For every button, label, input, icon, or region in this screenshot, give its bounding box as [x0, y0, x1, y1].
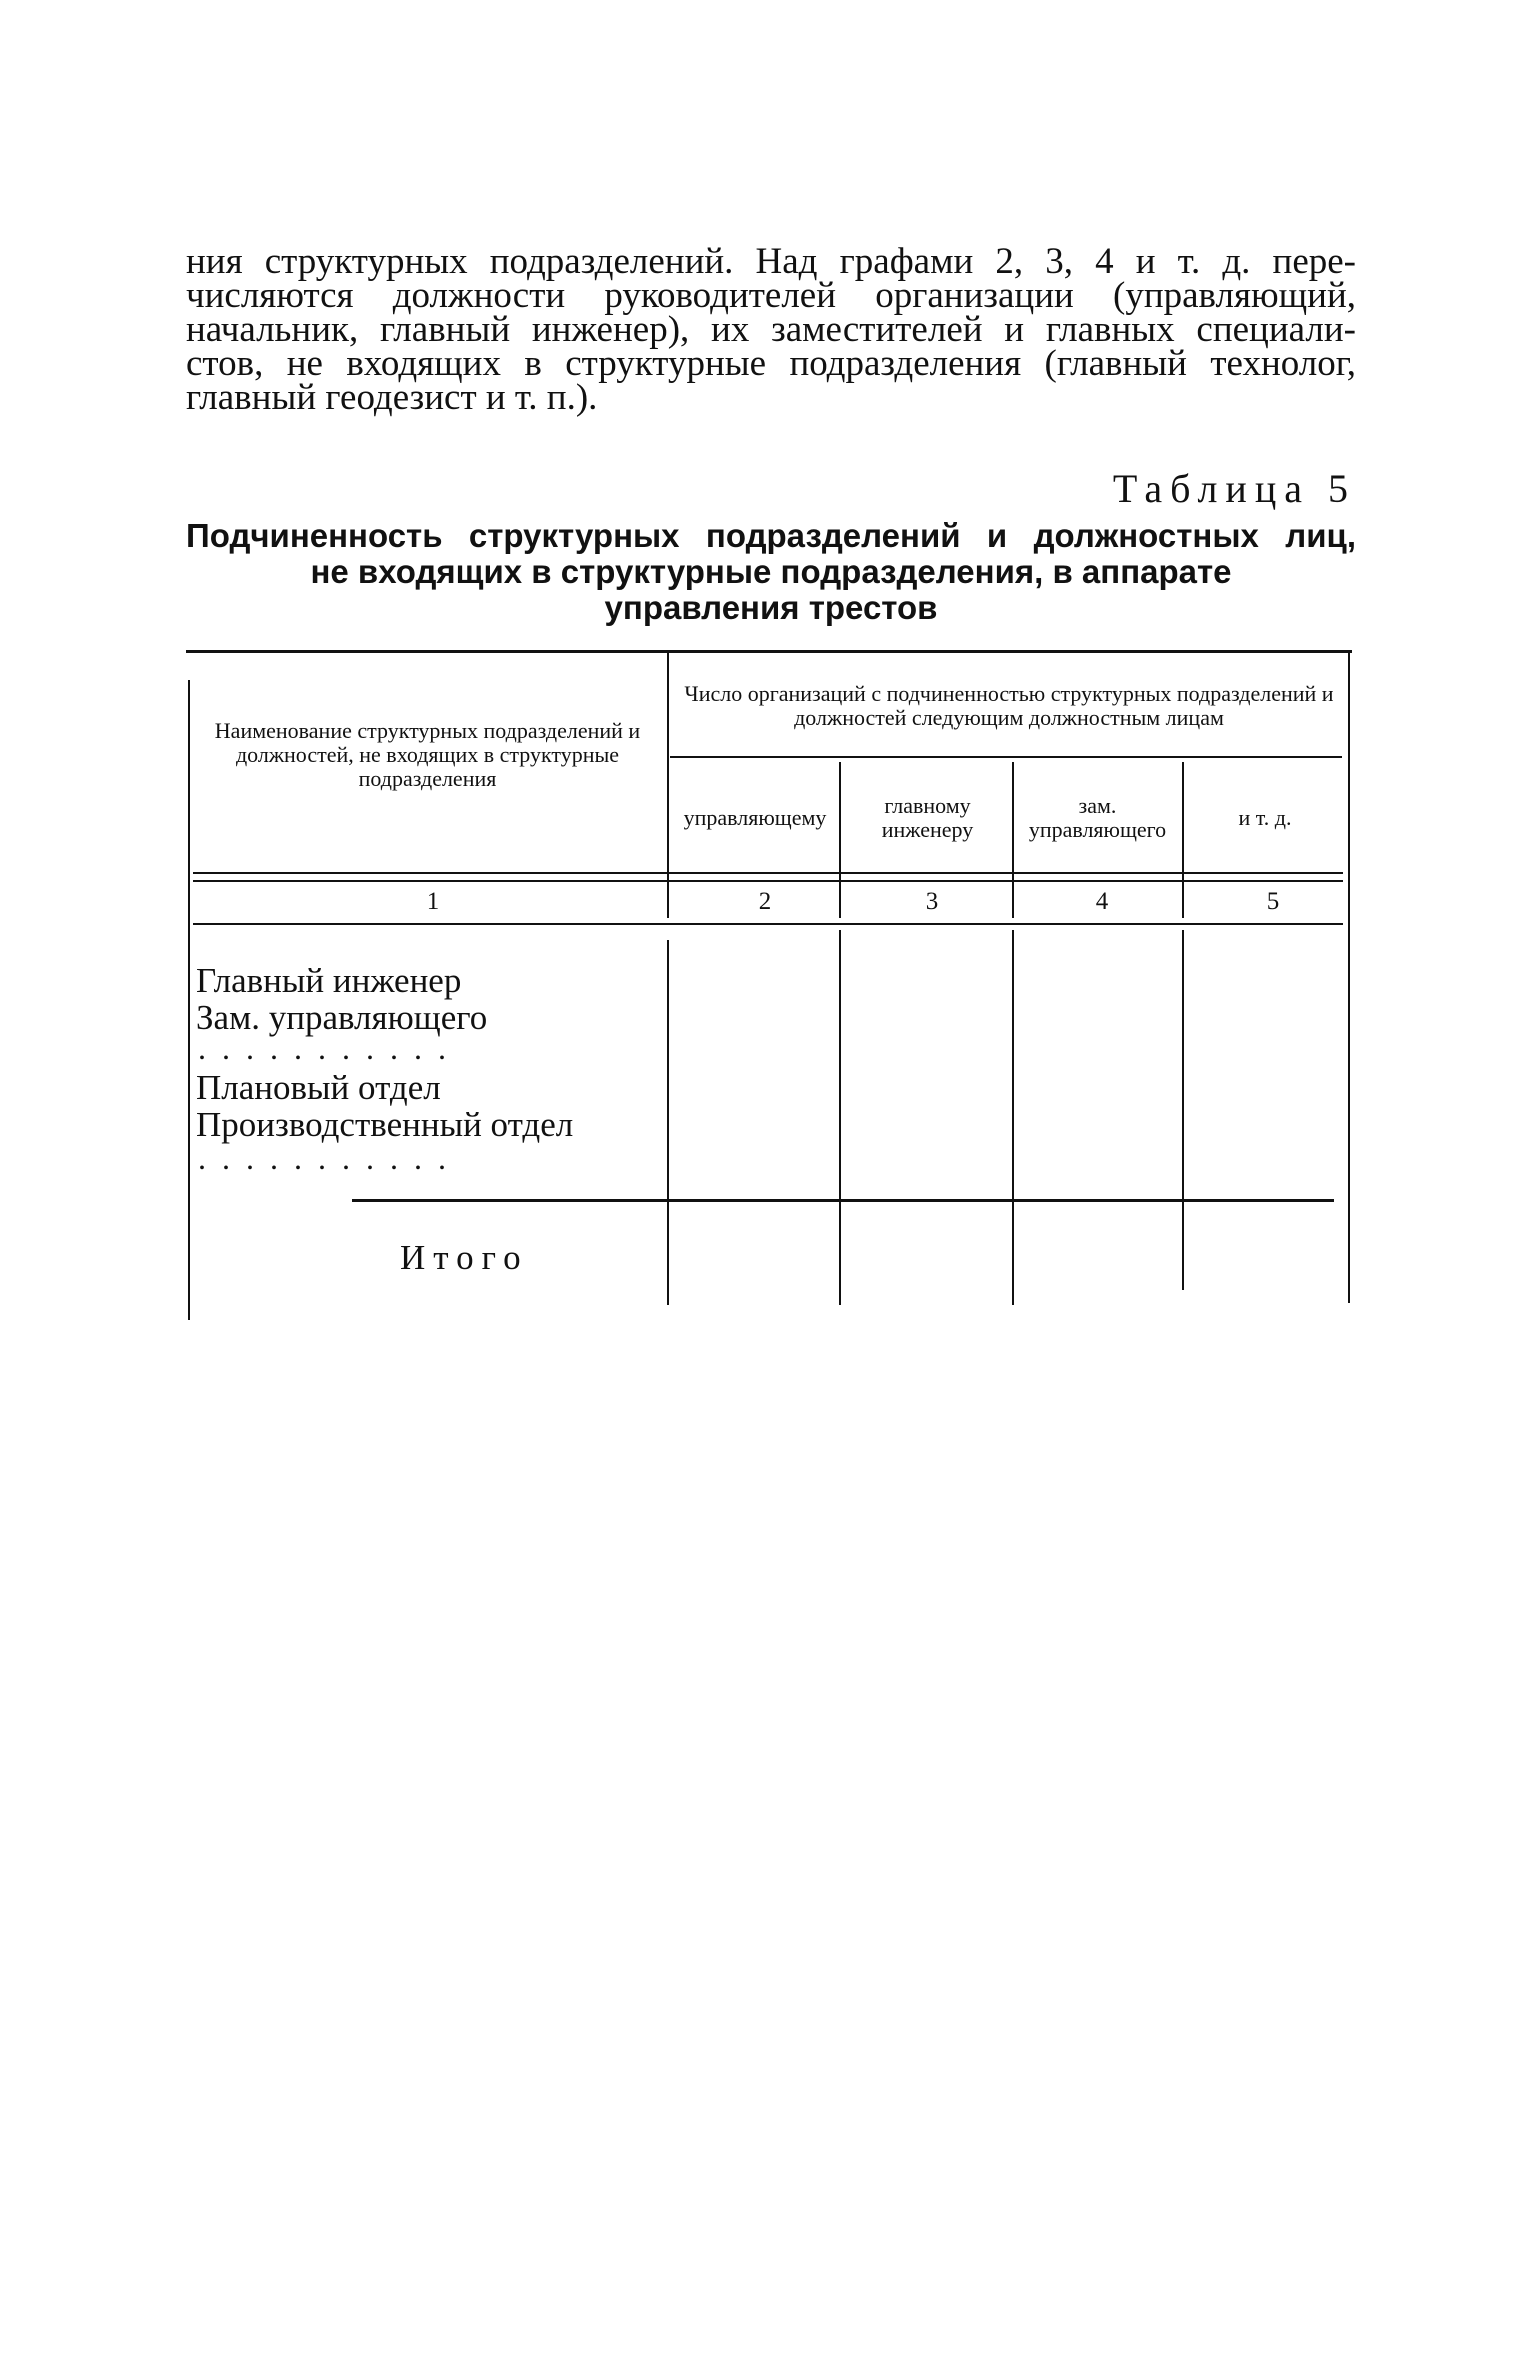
header-bottom-rule: [193, 872, 1343, 874]
total-label: Итого: [400, 1238, 529, 1277]
sub-header-chief-engineer: главному инженеру: [881, 792, 974, 842]
col-divider-4: [1182, 930, 1184, 1290]
sub-header-deputy: зам. управляющего: [1028, 792, 1167, 842]
column-number: 3: [925, 888, 939, 915]
column-number: 2: [758, 888, 772, 915]
intro-line: стов, не входящих в структурные подразделения (главный технолог,: [186, 343, 1356, 384]
numbers-top-rule: [193, 880, 1343, 882]
total-rule: [352, 1199, 1334, 1202]
table-top-rule: [186, 650, 1352, 653]
col1-header: Наименование структурных подразделений и должностей, не входящих в структурные подразделения: [214, 718, 641, 791]
table-row-label: Производственный отдел: [196, 1105, 574, 1144]
intro-line: числяются должности руководителей организации (управляющий,: [186, 275, 1356, 316]
table-row-label: Главный инженер: [196, 961, 462, 1000]
col-divider-2: [839, 930, 841, 1305]
col-divider-1: [667, 940, 669, 1305]
title-line: управления трестов: [604, 589, 938, 626]
table-row-ellipsis: ...........: [198, 1030, 462, 1066]
table-number: Таблица 5: [1112, 466, 1356, 511]
right-border: [1348, 653, 1350, 1303]
col-divider-4: [1182, 762, 1184, 918]
column-number: 4: [1095, 888, 1109, 915]
left-border: [188, 680, 190, 1320]
col-divider-3: [1012, 930, 1014, 1305]
title-line: Подчиненность структурных подразделений и должностных лиц,: [186, 517, 1356, 554]
group-header-rule: [670, 756, 1342, 758]
col-divider-1: [667, 653, 669, 918]
intro-line: главный геодезист и т. п.).: [186, 377, 598, 418]
sub-header-etc: и т. д.: [1238, 804, 1292, 830]
intro-paragraph: [186, 241, 1356, 418]
title-line: не входящих в структурные подразделения, в аппарате: [310, 553, 1232, 590]
numbers-bottom-rule: [193, 923, 1343, 925]
col-divider-3: [1012, 762, 1014, 918]
col-divider-2: [839, 762, 841, 918]
table-row-ellipsis: ...........: [198, 1140, 462, 1176]
column-number: 5: [1266, 888, 1280, 915]
intro-line: ния структурных подразделений. Над графами 2, 3, 4 и т. д. пере-: [186, 241, 1356, 282]
table-row-label: Зам. управляющего: [196, 998, 488, 1037]
table-title: [186, 518, 1356, 626]
intro-line: начальник, главный инженер), их заместителей и главных специали-: [186, 309, 1356, 350]
column-number: 1: [426, 888, 440, 915]
sub-header-manager: управляющему: [683, 804, 827, 830]
table-row-label: Плановый отдел: [196, 1068, 441, 1107]
group-header: Число организаций с подчиненностью структурных подразделений и должностей следующим должностным лицам: [684, 681, 1334, 730]
